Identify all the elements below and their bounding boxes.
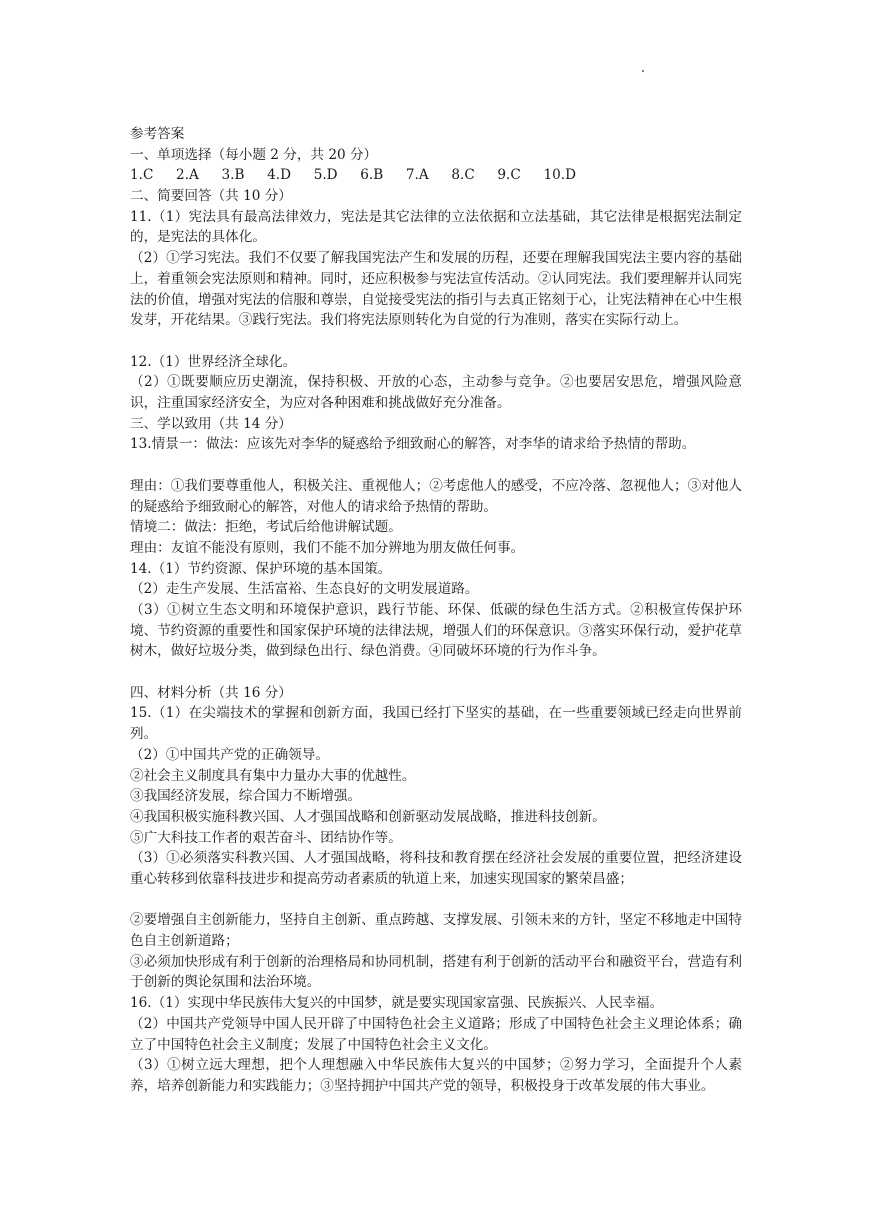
- answer-item: 3.B: [221, 167, 245, 184]
- q15-part3-b: ②要增强自主创新能力，坚持自主创新、重点跨越、支撑发展、引领未来的方针，坚定不移地走中国特色自主创新道路；: [130, 912, 742, 950]
- page-mark: [642, 70, 644, 72]
- q16-part2: （2）中国共产党领导中国人民开辟了中国特色社会主义道路；形成了中国特色社会主义理论体系；确立了中国特色社会主义制度；发展了中国特色社会主义文化。: [130, 1015, 742, 1053]
- section-4-heading: 四、材料分析（共 16 分）: [130, 684, 292, 701]
- answer-sheet: [130, 124, 742, 1097]
- answer-item: 8.C: [451, 167, 475, 184]
- q16-part3: （3）①树立远大理想，把个人理想融入中华民族伟大复兴的中国梦；②努力学习，全面提升个人素养，培养创新能力和实践能力；③坚持拥护中国共产党的领导，积极投身于改革发展的伟大事业。: [130, 1057, 742, 1094]
- q16-part1: 16.（1）实现中华民族伟大复兴的中国梦，就是要实现国家富强、民族振兴、人民幸福。: [130, 995, 664, 1012]
- q14-part2: （2）走生产发展、生活富裕、生态良好的文明发展道路。: [130, 581, 479, 598]
- answer-item: 5.D: [313, 167, 338, 184]
- answer-item: 2.A: [176, 167, 199, 184]
- q15-part2-d: ④我国积极实施科教兴国、人才强国战略和创新驱动发展战略，推进科技创新。: [130, 808, 606, 825]
- q13-reason2: 理由：友谊不能没有原则，我们不能不加分辨地为朋友做任何事。: [130, 539, 525, 556]
- q15-part2-b: ②社会主义制度具有集中力量办大事的优越性。: [130, 767, 416, 784]
- answer-item: 4.D: [267, 167, 292, 184]
- answer-item: 9.C: [497, 167, 521, 184]
- q13-scene1: 13.情景一：做法：应该先对李华的疑惑给予细致耐心的解答，对李华的请求给予热情的帮助。: [130, 436, 696, 453]
- q15-part2-a: （2）①中国共产党的正确领导。: [130, 746, 329, 763]
- q13-scene2: 情境二：做法：拒绝，考试后给他讲解试题。: [130, 519, 402, 536]
- q14-part1: 14.（1）节约资源、保护环境的基本国策。: [130, 560, 392, 577]
- q15-part1: 15.（1）在尖端技术的掌握和创新方面，我国已经打下坚实的基础，在一些重要领域已经走向世界前列。: [130, 705, 742, 743]
- q15-part3-c: ③必须加快形成有利于创新的治理格局和协同机制，搭建有利于创新的活动平台和融资平台，营造有利于创新的舆论氛围和法治环境。: [130, 953, 742, 991]
- answer-item: 1.C: [130, 167, 154, 184]
- q12-part1: 12.（1）世界经济全球化。: [130, 353, 297, 370]
- q13-reason1: 理由：①我们要尊重他人，积极关注、重视他人；②考虑他人的感受，不应冷落、忽视他人；③对他人的疑惑给予细致耐心的解答，对他人的请求给予热情的帮助。: [130, 477, 742, 515]
- answer-item: 6.B: [360, 167, 384, 184]
- q11-part1: 11.（1）宪法具有最高法律效力，宪法是其它法律的立法依据和立法基础，其它法律是根据宪法制定的，是宪法的具体化。: [130, 208, 742, 246]
- q12-part2: （2）①既要顺应历史潮流，保持积极、开放的心态，主动参与竞争。②也要居安思危，增强风险意识，注重国家经济安全，为应对各种困难和挑战做好充分准备。: [130, 374, 742, 412]
- choice-answers: [130, 165, 576, 186]
- doc-title: 参考答案: [130, 126, 185, 142]
- q11-part2: （2）①学习宪法。我们不仅要了解我国宪法产生和发展的历程，还要在理解我国宪法主要内容的基础上，着重领会宪法原则和精神。同时，还应积极参与宪法宣传活动。②认同宪法。我们要理解并认同宪法的价值，增强对宪法的信服和尊崇，自觉接受宪法的指引与去真正铭刻于心，让宪法精神在心中生根发芽，开花结果。③践行宪法。我们将宪法原则转化为自觉的行为准则，落实在实际行动上。: [130, 250, 742, 329]
- section-2-heading: 二、简要回答（共 10 分）: [130, 188, 292, 205]
- answer-item: 7.A: [405, 167, 429, 184]
- section-1-heading: 一、单项选择（每小题 2 分，共 20 分）: [130, 146, 378, 163]
- q15-part2-c: ③我国经济发展，综合国力不断增强。: [130, 788, 362, 805]
- q15-part2-e: ⑤广大科技工作者的艰苦奋斗、团结协作等。: [130, 829, 402, 846]
- q15-part3-a: （3）①必须落实科教兴国、人才强国战略，将科技和教育摆在经济社会发展的重要位置，把经济建设重心转移到依靠科技进步和提高劳动者素质的轨道上来，加速实现国家的繁荣昌盛；: [130, 850, 742, 887]
- q14-part3: （3）①树立生态文明和环境保护意识，践行节能、环保、低碳的绿色生活方式。②积极宣传保护环境、节约资源的重要性和国家保护环境的法律法规，增强人们的环保意识。③落实环保行动，爱护花草树木，做好垃圾分类，做到绿色出行、绿色消费。④同破坏环境的行为作斗争。: [130, 601, 742, 660]
- section-3-heading: 三、学以致用（共 14 分）: [130, 415, 292, 432]
- answer-item: 10.D: [543, 167, 576, 184]
